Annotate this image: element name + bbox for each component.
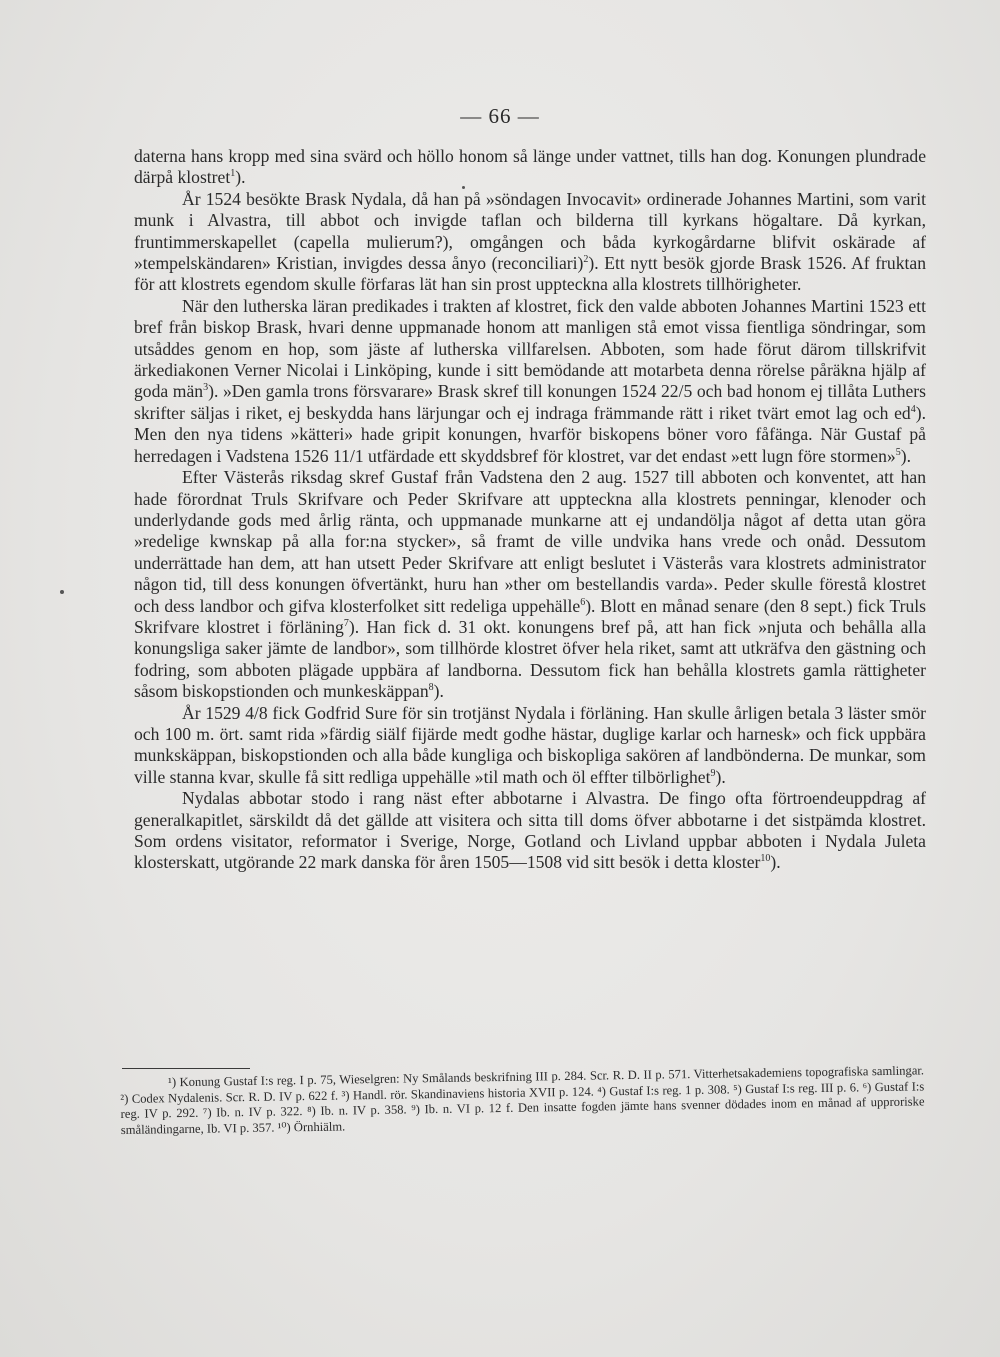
footnote-ref: 4 [910, 404, 916, 416]
paragraph-3: När den lutherska läran predikades i trakten af klostret, fick den valde abboten Johannes Martini 1523 ett bref från biskop Brask, hvari denne uppmanade honom att manligen stå emot vissa fientliga söndringar, som utsåddes genom en hop, som jäste af lutherska villfarelsen. Abboten, som hade förut därom tillskrifvit ärkediakonen Verner Nicolai i Linköping, kunde i sitt bemödande att motarbeta denna rörelse påräkna hjälp af goda män$^3$). »Den gamla trons försvarare» Brask skref till konungen 1524 22/5 och bad honom ej tillåta Luthers skrifter säljas i riket, ej beskydda hans lärjungar och ej indraga främmande rätt i riket tvärt emot lag och $ed^4$). Men den nya tidens »kätteri» hade gripit konungen, hvarför biskopens böner voro fåfänga. När Gustaf på herredagen i Vadstena 1526 11/1 utfärdade ett skyddsbref för klostret, var det endast »ett lugn före stormen»$^5$). [134, 295, 927, 466]
footnote-text: ¹) Konung Gustaf I:s reg. I p. 75, Wieselgren: Ny Smålands beskrifning III p. 284. Scr. R. D. II p. 571. Vitterhetsakademiens topografiska samlingar. ²) Codex Nydalenis. Scr. R. D. IV p. 622 f. ³) Handl. rör. Skandinaviens historia XVII p. 124. ⁴) Gustaf I:s reg. 1 p. 308. ⁵) Gustaf I:s reg. III p. 6. ⁶) Gustaf I:s reg. IV p. 292. ⁷) Ib. n. IV p. 322. ⁸) Ib. n. IV p. 358. ⁹) Ib. n. VI p. 12 f. Den insatte fogden jämte hans svenner dödades inom en månad af upproriske småländingarne, Ib. VI p. 357. ¹⁰) Örnhiälm. [120, 1063, 925, 1137]
date-fraction: 11/1 [333, 445, 364, 466]
paragraph-1: daterna hans kropp med sina svärd och höllo honom så länge under vattnet, tills han dog. Konungen plundrade därpå klostret$^1$). [134, 146, 926, 188]
date-fraction: 4/8 [245, 702, 268, 723]
paragraph-6: Nydalas abbotar stodo i rang näst efter abbotarne i Alvastra. De fingo ofta förtroendeuppdrag af generalkapitlet, särskildt då det gällde att visitera och sitta till doms öfver abbotarne i det sistpämda klostret. Som ordens visitator, reformator i Sverige, Norge, Gotland och Livland uppbar abboten i Nydala Juleta klosterskatt, utgörande 22 mark danska för åren 1505—1508 vid sitt besök i detta kloster$^{10}$). [134, 788, 926, 873]
main-text [134, 146, 926, 874]
footnote-rule [122, 1068, 250, 1069]
page-number: — 66 — [460, 104, 540, 128]
footnote-ref: 1 [230, 168, 236, 180]
paragraph-4: Efter Västerås riksdag skref Gustaf från Vadstena den 2 aug. 1527 till abboten och konventet, att han hade förordnat Truls Skrifvare och Peder Skrifvare att uppteckna alla klostrets penningar, klenoder och underlydande gods med årlig ränta, och uppmanade munkarne att ej undandölja något af detta utan göra »redelige kwnskap på alla for:na stycker», så framt de ville undvika hans vrede och onåd. Dessutom underrättade han dem, att han utsett Peder Skrifvare att enligt beslutet i Västerås vara klostrets administrator någon tid, till dess konungen öfvertänkt, huru han »ther om bestellandis varda». Peder skulle förestå klostret och dess landbor och gifva klosterfolket sitt redeliga uppehälle$^6$). Blott en månad senare (den 8 sept.) fick Truls Skrifvare klostret i förläning$^7$). Han fick d. 31 okt. konungens bref på, att han fick »njuta och behålla alla konungsliga saker jämte de landbor», som tillhörde klostret öfver hela riket, samt att utkräfva den gästning och fodring, som abboten plägade uppbära af landborna. Dessutom fick han behålla klostrets gamla rättigheter såsom biskopstionden och munkeskäppan$^8$). [134, 467, 927, 702]
footnote-ref: 8 [428, 682, 434, 694]
paper-speck [462, 186, 465, 189]
paragraph-2: År 1524 besökte Brask Nydala, då han på »söndagen Invocavit» ordinerade Johannes Martini, som varit munk i Alvastra, till abbot och invigde taflan och bilderna till kyrkans högaltare. Då kyrkan, fruntimmerskapellet (capella mulierum?), omgången och båda kyrkogårdarne blifvit oskärade af »tempelskändaren» Kristian, invigdes dessa ånyo (reconciliari)$^2$). Ett nytt besök gjorde Brask 1526. Af fruktan för att klostrets egendom skulle förfaras lät han sin prost uppteckna alla klostrets tillhörigheter. [134, 188, 926, 295]
footnote-ref: 9 [710, 767, 716, 779]
footnote-ref: 5 [895, 446, 901, 458]
footnote-ref: 3 [203, 382, 209, 394]
paper-speck [60, 590, 64, 594]
footnote-ref: 2 [583, 254, 589, 266]
footnote-ref: 6 [580, 596, 586, 608]
footnotes [120, 1063, 925, 1138]
paragraph-5: År 1529 4/8 fick Godfrid Sure för sin trotjänst Nydala i förläning. Han skulle årligen betala 3 läster smör och 100 m. ört. samt rida »färdig siälf fijärde medt godhe hästar, duglige karlar och harnesk» och fick uppbära munkskäppan, biskopstionden och alla både kungliga och biskopliga sakören af landbönderna. De munkar, som ville stanna kvar, skulle få sitt redliga uppehälle »til math och öl effter tilbörlighet$^9$). [134, 702, 926, 787]
footnote-ref: 7 [343, 618, 349, 630]
footnote-ref: 10 [760, 853, 771, 865]
date-fraction: 22/5 [661, 381, 693, 402]
